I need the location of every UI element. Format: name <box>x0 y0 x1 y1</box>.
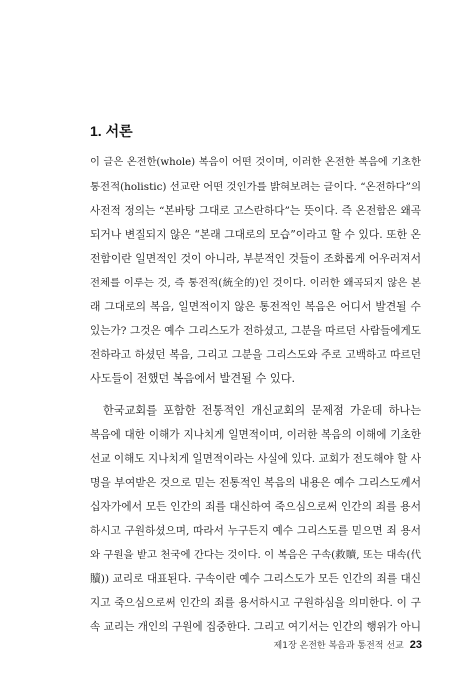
text-line: 하시고 구원하셨으며, 따라서 누구든지 예수 그리스도를 믿으면 죄 용서 <box>90 525 421 537</box>
text-line: 있는가? 그것은 예수 그리스도가 전하셨고, 그분을 따르던 사람들에게도 <box>90 325 421 337</box>
text-line: 통전적(holistic) 선교란 어떤 것인가를 밝혀보려는 글이다. “온전하다”의 <box>90 181 422 193</box>
page-footer <box>274 638 422 651</box>
text-line: 한국교회를 포함한 전통적인 개신교회의 문제점 가운데 하나는 <box>103 404 421 417</box>
text-line: 래 그대로의 복음, 일면적이지 않은 통전적인 복음은 어디서 발견될 수 <box>90 300 421 313</box>
text-line: 명을 부여받은 것으로 믿는 전통적인 복음의 내용은 예수 그리스도께서 <box>90 476 421 489</box>
text-line: 와 구원을 받고 천국에 간다는 것이다. 이 복음은 구속(救贖, 또는 대속(代 <box>90 549 421 561</box>
text-line: 이 글은 온전한(whole) 복음이 어떤 것이며, 이러한 온전한 복음에 기초한 <box>90 157 421 168</box>
text-line: 전함이란 일면적인 것이 아니라, 부분적인 것들이 조화롭게 어우러져서 <box>90 252 421 265</box>
text-line: 사전적 정의는 “본바탕 그대로 고스란하다”는 뜻이다. 즉 온전함은 왜곡 <box>90 205 421 217</box>
running-footer-chapter: 제1장 온전한 복음과 통전적 선교 <box>273 641 404 651</box>
text-line: 되거나 변질되지 않은 “본래 그대로의 모습”이라고 할 수 있다. 또한 온 <box>90 228 421 241</box>
section-heading: 1. 서론 <box>90 123 133 139</box>
text-line: 십자가에서 모든 인간의 죄를 대신하여 죽으심으로써 인간의 죄를 용서 <box>90 500 421 513</box>
text-line: 지고 죽으심으로써 인간의 죄를 용서하시고 구원하심을 의미한다. 이 구 <box>90 597 421 609</box>
text-line: 사도들이 전했던 복음에서 발견될 수 있다. <box>90 372 296 385</box>
text-line: 속 교리는 개인의 구원에 집중한다. 그리고 여기서는 인간의 행위가 아니 <box>90 621 421 633</box>
page-number: 23 <box>409 639 422 651</box>
text-line: 선교 이해도 지나치게 일면적이라는 사실에 있다. 교회가 전도해야 할 사 <box>90 453 421 465</box>
text-line: 전하라고 하셨던 복음, 그리고 그분을 그리스도와 주로 고백하고 따르던 <box>90 349 421 361</box>
text-line: 贖)) 교리로 대표된다. 구속이란 예수 그리스도가 모든 인간의 죄를 대신 <box>90 573 421 585</box>
text-line: 복음에 대한 이해가 지나치게 일면적이며, 이러한 복음의 이해에 기초한 <box>90 429 421 441</box>
text-line: 전체를 이루는 것, 즉 통전적(統全的)인 것이다. 이러한 왜곡되지 않은 본 <box>90 277 421 289</box>
